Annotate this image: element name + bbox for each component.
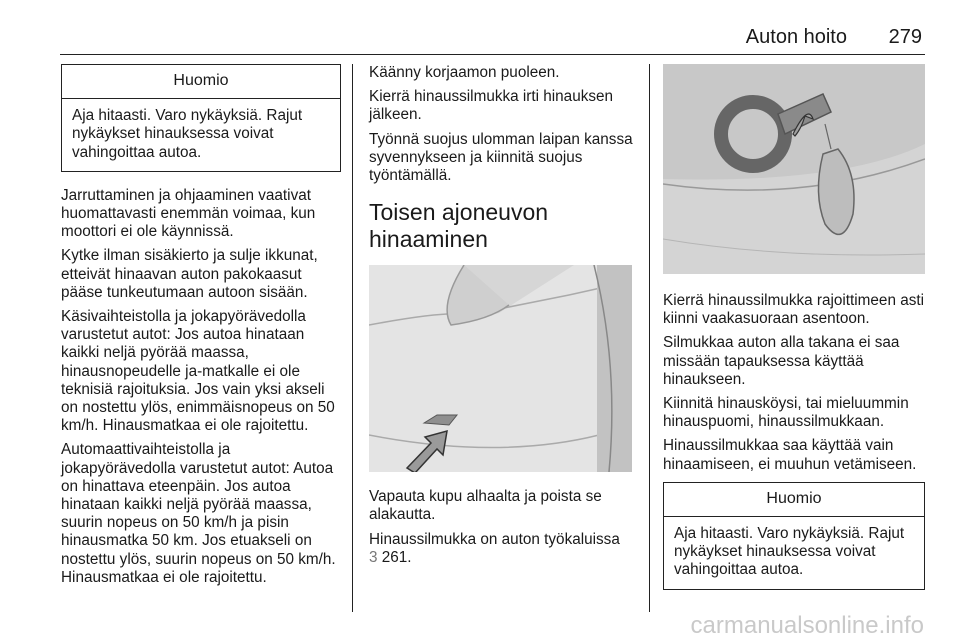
paragraph: Silmukkaa auton alla takana ei saa missään tapauksessa käyttää hinaukseen. (663, 334, 900, 388)
page-header (0, 22, 960, 52)
paragraph: Jarruttaminen ja ohjaaminen vaativat huomattavasti enemmän voimaa, kun moottori ei ole käynnissä. (61, 186, 316, 241)
paragraph: Automaattivaihteistolla ja jokapyörävedolla varustetut autot: Autoa on hinattava eteenpäin. Jos autoa hinataan kaikki neljä pyörää maassa, suurin nopeus on 50 km/h ja pisin hinausmatka 50 km. Jos etuakseli on nostettu ylös, suurin nopeus on 50 km/h. Hinausmatkaa ei ole rajoitettu. (61, 441, 336, 586)
watermark: carmanualsonline.info (690, 612, 924, 639)
notice-heading: Huomio (664, 483, 924, 517)
paragraph: Kierrä hinaussilmukka irti hinauksen jälkeen. (369, 88, 614, 124)
section-heading: Toisen ajoneuvon hinaaminen (369, 199, 549, 253)
column-divider-2 (649, 64, 650, 612)
paragraph: Kierrä hinaussilmukka rajoittimeen asti kiinni vaakasuoraan asentoon. (663, 292, 925, 328)
page-reference[interactable]: 261. (381, 548, 412, 566)
towing-eye-illustration (663, 64, 925, 274)
header-divider (60, 54, 925, 55)
paragraph: Työnnä suojus ulomman laipan kanssa syvennykseen ja kiinnitä suojus työntämällä. (369, 130, 633, 185)
column-3 (663, 64, 925, 590)
towing-eye-figure (663, 64, 925, 274)
paragraph-text: Hinaussilmukka on auton työkaluissa (369, 530, 620, 548)
paragraph (369, 531, 634, 567)
paragraph: Vapauta kupu alhaalta ja poista se alakautta. (369, 488, 602, 524)
section-title: Auton hoito (745, 26, 847, 48)
column-1 (61, 64, 341, 593)
column-divider-1 (352, 64, 353, 612)
notice-heading: Huomio (62, 65, 340, 99)
page-number: 279 (888, 26, 922, 48)
reference-arrow-icon: 3 (369, 548, 378, 566)
notice-box (61, 64, 341, 172)
paragraph: Käsivaihteistolla ja jokapyörävedolla varustetut autot: Jos autoa hinataan kaikki neljä pyörää maassa, hinausnopeudelle ja-matkalle ei ole teknisiä rajoituksia. Jos vain yksi akseli on nostettu ylös, enimmäisnopeus on 50 km/h. Hinausmatkaa ei ole rajoitettu. (61, 308, 335, 435)
column-2 (369, 64, 634, 573)
paragraph: Kytke ilman sisäkierto ja sulje ikkunat, etteivät hinaavan auton pakokaasut pääse tunkeutumaan autoon sisään. (61, 247, 318, 301)
paragraph: Hinaussilmukkaa saa käyttää vain hinaamiseen, ei muuhun vetämiseen. (663, 437, 917, 473)
notice-body: Aja hitaasti. Varo nykäyksiä. Rajut nykäykset hinauksessa voivat vahingoittaa autoa. (674, 525, 905, 579)
rear-bumper-figure (369, 265, 632, 472)
notice-body: Aja hitaasti. Varo nykäyksiä. Rajut nykäykset hinauksessa voivat vahingoittaa autoa. (72, 107, 303, 161)
notice-box (663, 482, 925, 590)
rear-bumper-illustration (369, 265, 632, 472)
paragraph: Kiinnitä hinausköysi, tai mieluummin hinauspuomi, hinaussilmukkaan. (663, 395, 909, 431)
paragraph: Käänny korjaamon puoleen. (369, 64, 560, 81)
